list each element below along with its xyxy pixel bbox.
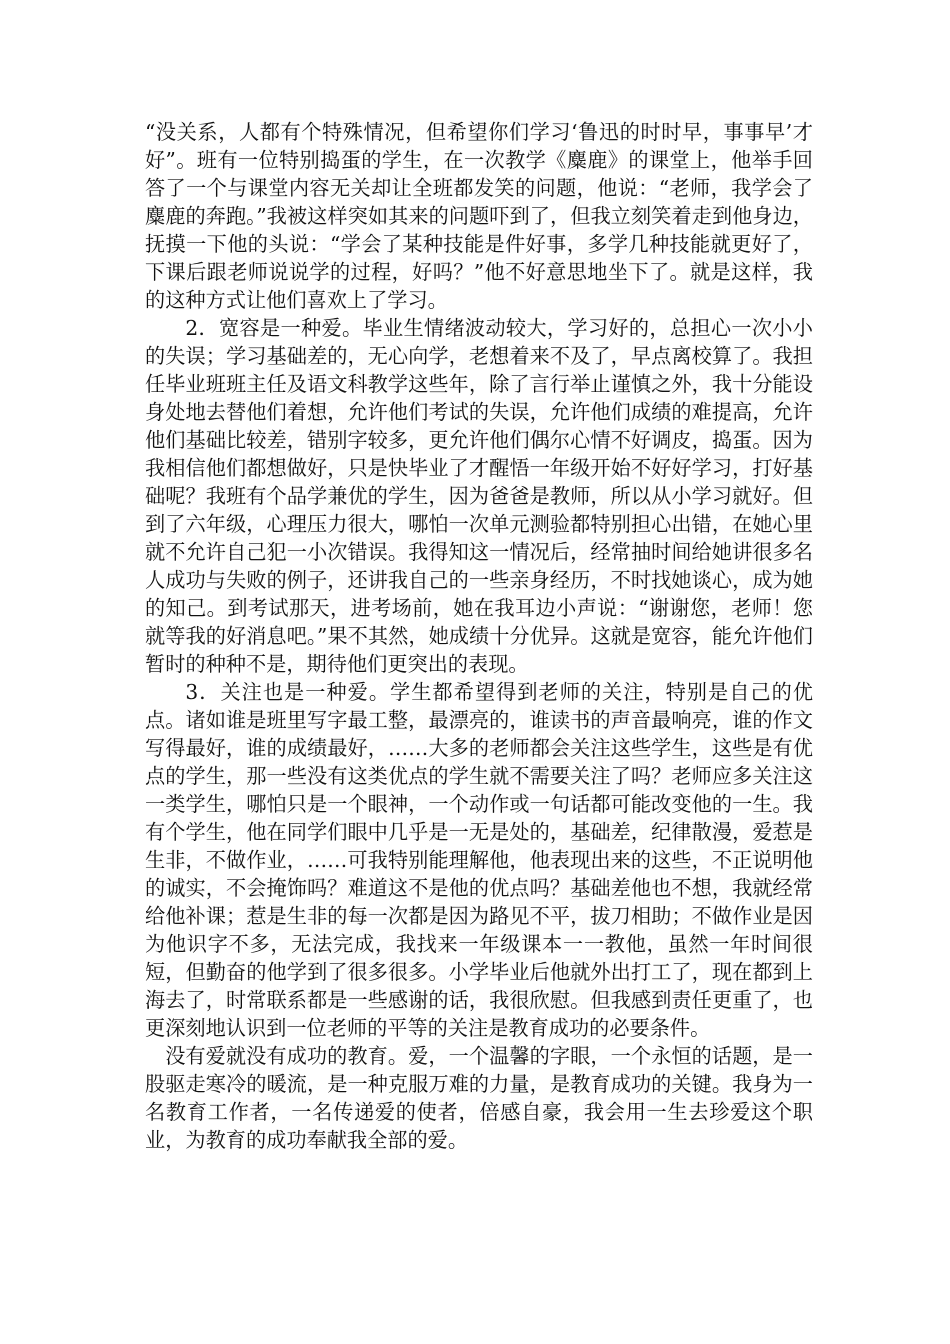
paragraph-attention: 3．关注也是一种爱。学生都希望得到老师的关注，特别是自己的优点。诸如谁是班里写字最工整，最漂亮的，谁读书的声音最响亮，谁的作文写得最好，谁的成绩最好，……大多的老师都会关注这些学生，这些是有优点的学生，那一些没有这类优点的学生就不需要关注了吗？老师应多关注这一类学生，哪怕只是一个眼神，一个动作或一句话都可能改变他的一生。我有个学生，他在同学们眼中几乎是一无是处的，基础差，纪律散漫，爱惹是生非，不做作业，……可我特别能理解他，他表现出来的这些，不正说明他的诚实，不会掩饰吗？难道这不是他的优点吗？基础差他也不想，我就经常给他补课；惹是生非的每一次都是因为路见不平，拔刀相助；不做作业是因为他识字不多，无法完成，我找来一年级课本一一教他，虽然一年时间很短，但勤奋的他学到了很多很多。小学毕业后他就外出打工了，现在都到上海去了，时常联系都是一些感谢的话，我很欣慰。但我感到责任更重了，也更深刻地认识到一位老师的平等的关注是教育成功的必要条件。: [145, 680, 813, 1040]
document-body: [145, 118, 813, 1154]
paragraph-conclusion: 没有爱就没有成功的教育。爱，一个温馨的字眼，一个永恒的话题，是一股驱走寒冷的暖流，是一种克服万难的力量，是教育成功的关键。我身为一名教育工作者，一名传递爱的使者，倍感自豪，我会用一生去珍爱这个职业，为教育的成功奉献我全部的爱。: [145, 1044, 813, 1152]
paragraph-intro-continuation: “没关系，人都有个特殊情况，但希望你们学习‘鲁迅的时时早，事事早’才好”。班有一位特别捣蛋的学生，在一次教学《麋鹿》的课堂上，他举手回答了一个与课堂内容无关却让全班都发笑的问题，他说：“老师，我学会了麋鹿的奔跑。”我被这样突如其来的问题吓到了，但我立刻笑着走到他身边，抚摸一下他的头说：“学会了某种技能是件好事，多学几种技能就更好了，下课后跟老师说说学的过程，好吗？”他不好意思地坐下了。就是这样，我的这种方式让他们喜欢上了学习。: [145, 120, 813, 312]
paragraph-tolerance: 2．宽容是一种爱。毕业生情绪波动较大，学习好的，总担心一次小小的失误；学习基础差的，无心向学，老想着来不及了，早点离校算了。我担任毕业班班主任及语文科教学这些年，除了言行举止谨慎之外，我十分能设身处地去替他们着想，允许他们考试的失误，允许他们成绩的难提高，允许他们基础比较差，错别字较多，更允许他们偶尔心情不好调皮，捣蛋。因为我相信他们都想做好，只是快毕业了才醒悟一年级开始不好好学习，打好基础呢？我班有个品学兼优的学生，因为爸爸是教师，所以从小学习就好。但到了六年级，心理压力很大，哪怕一次单元测验都特别担心出错，在她心里就不允许自己犯一小次错误。我得知这一情况后，经常抽时间给她讲很多名人成功与失败的例子，还讲我自己的一些亲身经历，不时找她谈心，成为她的知己。到考试那天，进考场前，她在我耳边小声说：“谢谢您，老师！您就等我的好消息吧。”果不其然，她成绩十分优异。这就是宽容，能允许他们暂时的种种不是，期待他们更突出的表现。: [145, 316, 813, 676]
